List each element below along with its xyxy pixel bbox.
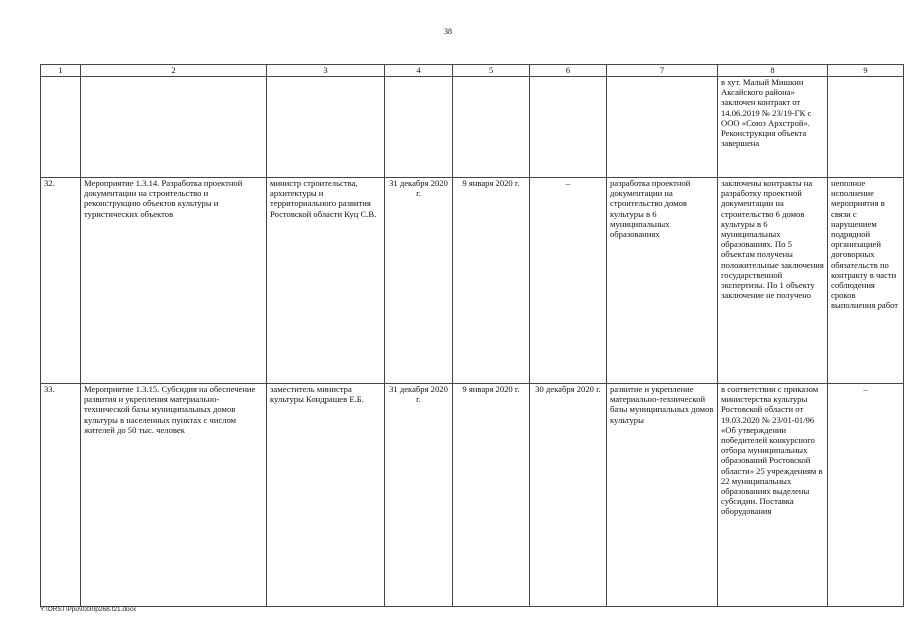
achieved-result-cell: в соответствии с приказом министерства культуры Ростовской области от 19.03.2020 № 23/01-01/96 «Об утверждении победителей конкурсного отбора муниципальных образований Ростовской области» 25 учреждениям в 22 муниципальных образованиях выделены субсидии. Поставка оборудования — [718, 384, 828, 607]
column-number: 5 — [453, 65, 530, 77]
report-table — [40, 64, 904, 607]
planned-end-cell: 31 декабря 2020 г. — [385, 178, 453, 384]
file-path-footer: Y:\ORST\Ppo\0330p268.f21.docx — [40, 606, 137, 613]
column-number: 6 — [530, 65, 607, 77]
planned-result-cell: развитие и укрепление материально-технической базы муниципальных домов культуры — [607, 384, 718, 607]
responsible-cell: министр строительства, архитектуры и территориального развития Ростовской области Куц С.В. — [267, 178, 385, 384]
table-row-continuation — [41, 77, 904, 178]
actual-start-cell: 9 января 2020 г. — [453, 178, 530, 384]
table-row — [41, 178, 904, 384]
activity-name-cell: Мероприятие 1.3.14. Разработка проектной документации на строительство и реконструкцию объектов культуры и туристических объектов — [81, 178, 267, 384]
problems-cell: – — [828, 384, 904, 607]
row-number: 33. — [41, 384, 81, 607]
planned-end-cell: 31 декабря 2020 г. — [385, 384, 453, 607]
page-number: 38 — [444, 27, 452, 36]
column-number: 8 — [718, 65, 828, 77]
problems-cell: неполное исполнение мероприятия в связи с нарушением подрядной организацией договорных обязательств по контракту в части соблюдения сроков выполнения работ — [828, 178, 904, 384]
column-number: 7 — [607, 65, 718, 77]
achieved-result-cell: в хут. Малый Мишкин Аксайского района» заключен контракт от 14.06.2019 № 23/19-ГК с ООО «Союз Архстрой». Реконструкция объекта завершена — [718, 77, 828, 178]
column-number: 3 — [267, 65, 385, 77]
actual-start-cell: 9 января 2020 г. — [453, 384, 530, 607]
column-number: 2 — [81, 65, 267, 77]
responsible-cell: заместитель министра культуры Кондрашев Е.Б. — [267, 384, 385, 607]
column-number: 4 — [385, 65, 453, 77]
planned-result-cell: разработка проектной документации на строительство домов культуры в 6 муниципальных образованиях — [607, 178, 718, 384]
column-number: 9 — [828, 65, 904, 77]
achieved-result-cell: заключены контракты на разработку проектной документации на строительство 6 домов культуры в 6 муниципальных образованиях. По 5 объектам получены положительные заключения государственной экспертизы. По 1 объекту заключение не получено — [718, 178, 828, 384]
column-number-row — [41, 65, 904, 77]
activity-name-cell: Мероприятие 1.3.15. Субсидия на обеспечение развития и укрепления материально-технической базы муниципальных домов культуры в населенных пунктах с числом жителей до 50 тыс. человек — [81, 384, 267, 607]
actual-end-cell: 30 декабря 2020 г. — [530, 384, 607, 607]
row-number: 32. — [41, 178, 81, 384]
column-number: 1 — [41, 65, 81, 77]
actual-end-cell: – — [530, 178, 607, 384]
table-row — [41, 384, 904, 607]
